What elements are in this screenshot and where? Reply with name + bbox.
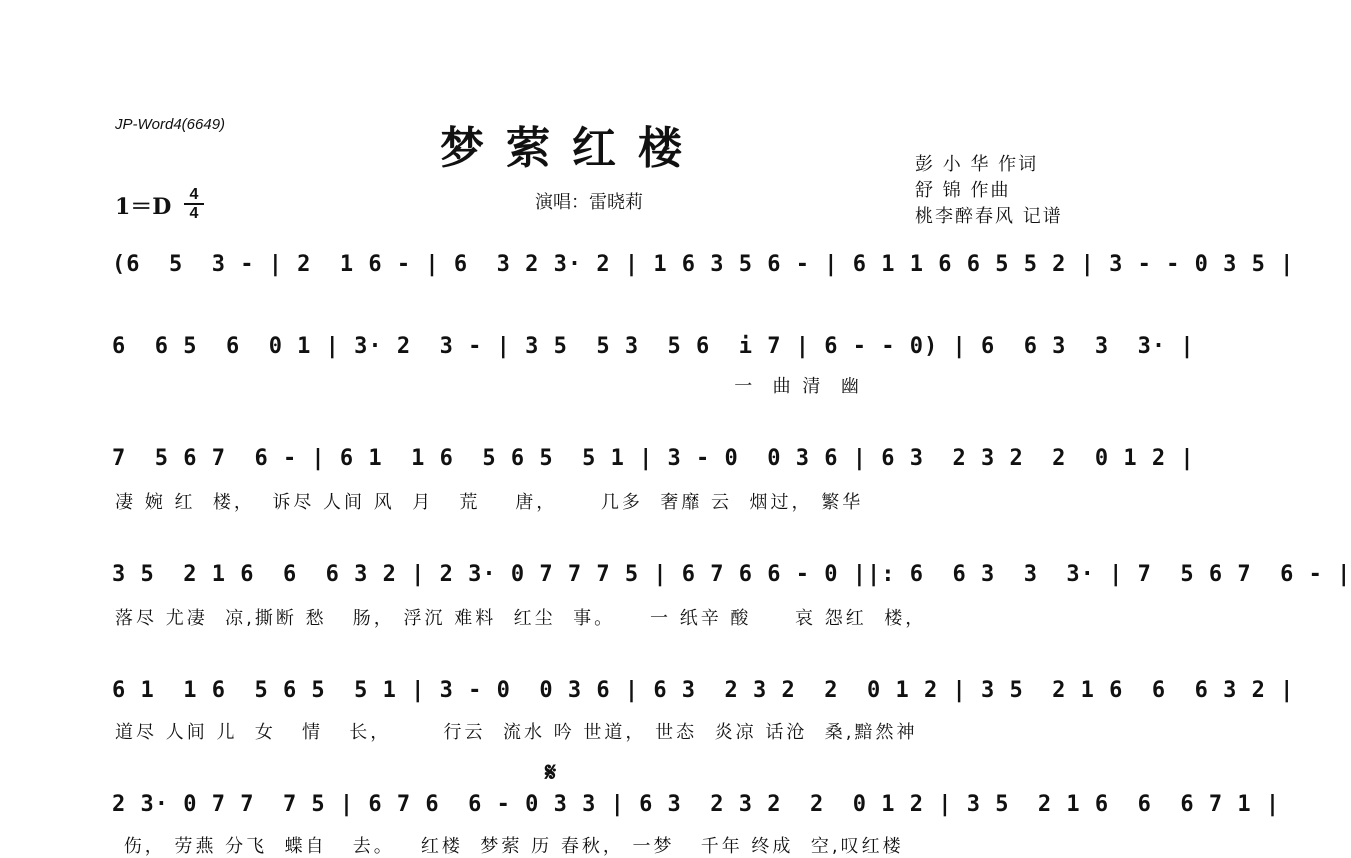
score-row-4: 3 5 2 1 6 6 6 3 2 | 2 3· 0 7 7 7 5 | 6 7 6 6 - 0 ||: 6 6 3 3 3· | 7 5 6 7 6 - |	[112, 562, 1351, 587]
score-row-5: 6 1 1 6 5 6 5 5 1 | 3 - 0 0 3 6 | 6 3 2 3 2 2 0 1 2 | 3 5 2 1 6 6 6 3 2 |	[112, 678, 1295, 703]
lyrics-row-2: 一 曲 清 幽	[115, 376, 862, 397]
lyrics-row-4: 落尽 尤凄 凉,撕断 愁 肠， 浮沉 难料 红尘 事。 一 纸辛 酸 哀 怨红 楼，	[115, 608, 927, 629]
lyrics-row-3: 凄 婉 红 楼， 诉尽 人间 风 月 荒 唐， 几多 奢靡 云 烟过， 繁华	[115, 492, 864, 513]
score-row-3: 7 5 6 7 6 - | 6 1 1 6 5 6 5 5 1 | 3 - 0 0 3 6 | 6 3 2 3 2 2 0 1 2 |	[112, 446, 1195, 471]
lyrics-row-6: 伤， 劳燕 分飞 蝶自 去。 红楼 梦萦 历 春秋， 一梦 千年 终成 空,叹红楼	[115, 836, 904, 857]
transcriber-credit: 桃李醉春风 记谱	[915, 206, 1063, 227]
software-label: JP-Word4(6649)	[115, 116, 226, 133]
meter-bottom: 4	[189, 205, 199, 222]
song-title: 梦萦红楼	[440, 123, 704, 174]
key-signature: 1＝D	[115, 194, 172, 220]
lyrics-row-5: 道尽 人间 儿 女 情 长， 行云 流水 吟 世道， 世态 炎凉 话沧 桑,黯然神	[115, 722, 918, 743]
score-row-6: 2 3· 0 7 7 7 5 | 6 7 6 6 - 0 3 3 | 6 3 2 3 2 2 0 1 2 | 3 5 2 1 6 6 6 7 1 |	[112, 792, 1281, 817]
segno-symbol: 𝄋	[545, 758, 557, 788]
composer-credit: 舒 锦 作曲	[915, 180, 1011, 201]
score-row-1: (6 5 3 - | 2 1 6 - | 6 3 2 3· 2 | 1 6 3 5 6 - | 6 1 1 6 6 5 5 2 | 3 - - 0 3 5 |	[112, 252, 1295, 277]
time-signature	[184, 186, 204, 222]
meter-top: 4	[184, 186, 204, 205]
singer-credit: 演唱：雷晓莉	[535, 192, 643, 213]
score-row-2: 6 6 5 6 0 1 | 3· 2 3 - | 3 5 5 3 5 6 i 7 | 6 - - 0) | 6 6 3 3 3· |	[112, 334, 1195, 359]
lyricist-credit: 彭 小 华 作词	[915, 154, 1039, 175]
